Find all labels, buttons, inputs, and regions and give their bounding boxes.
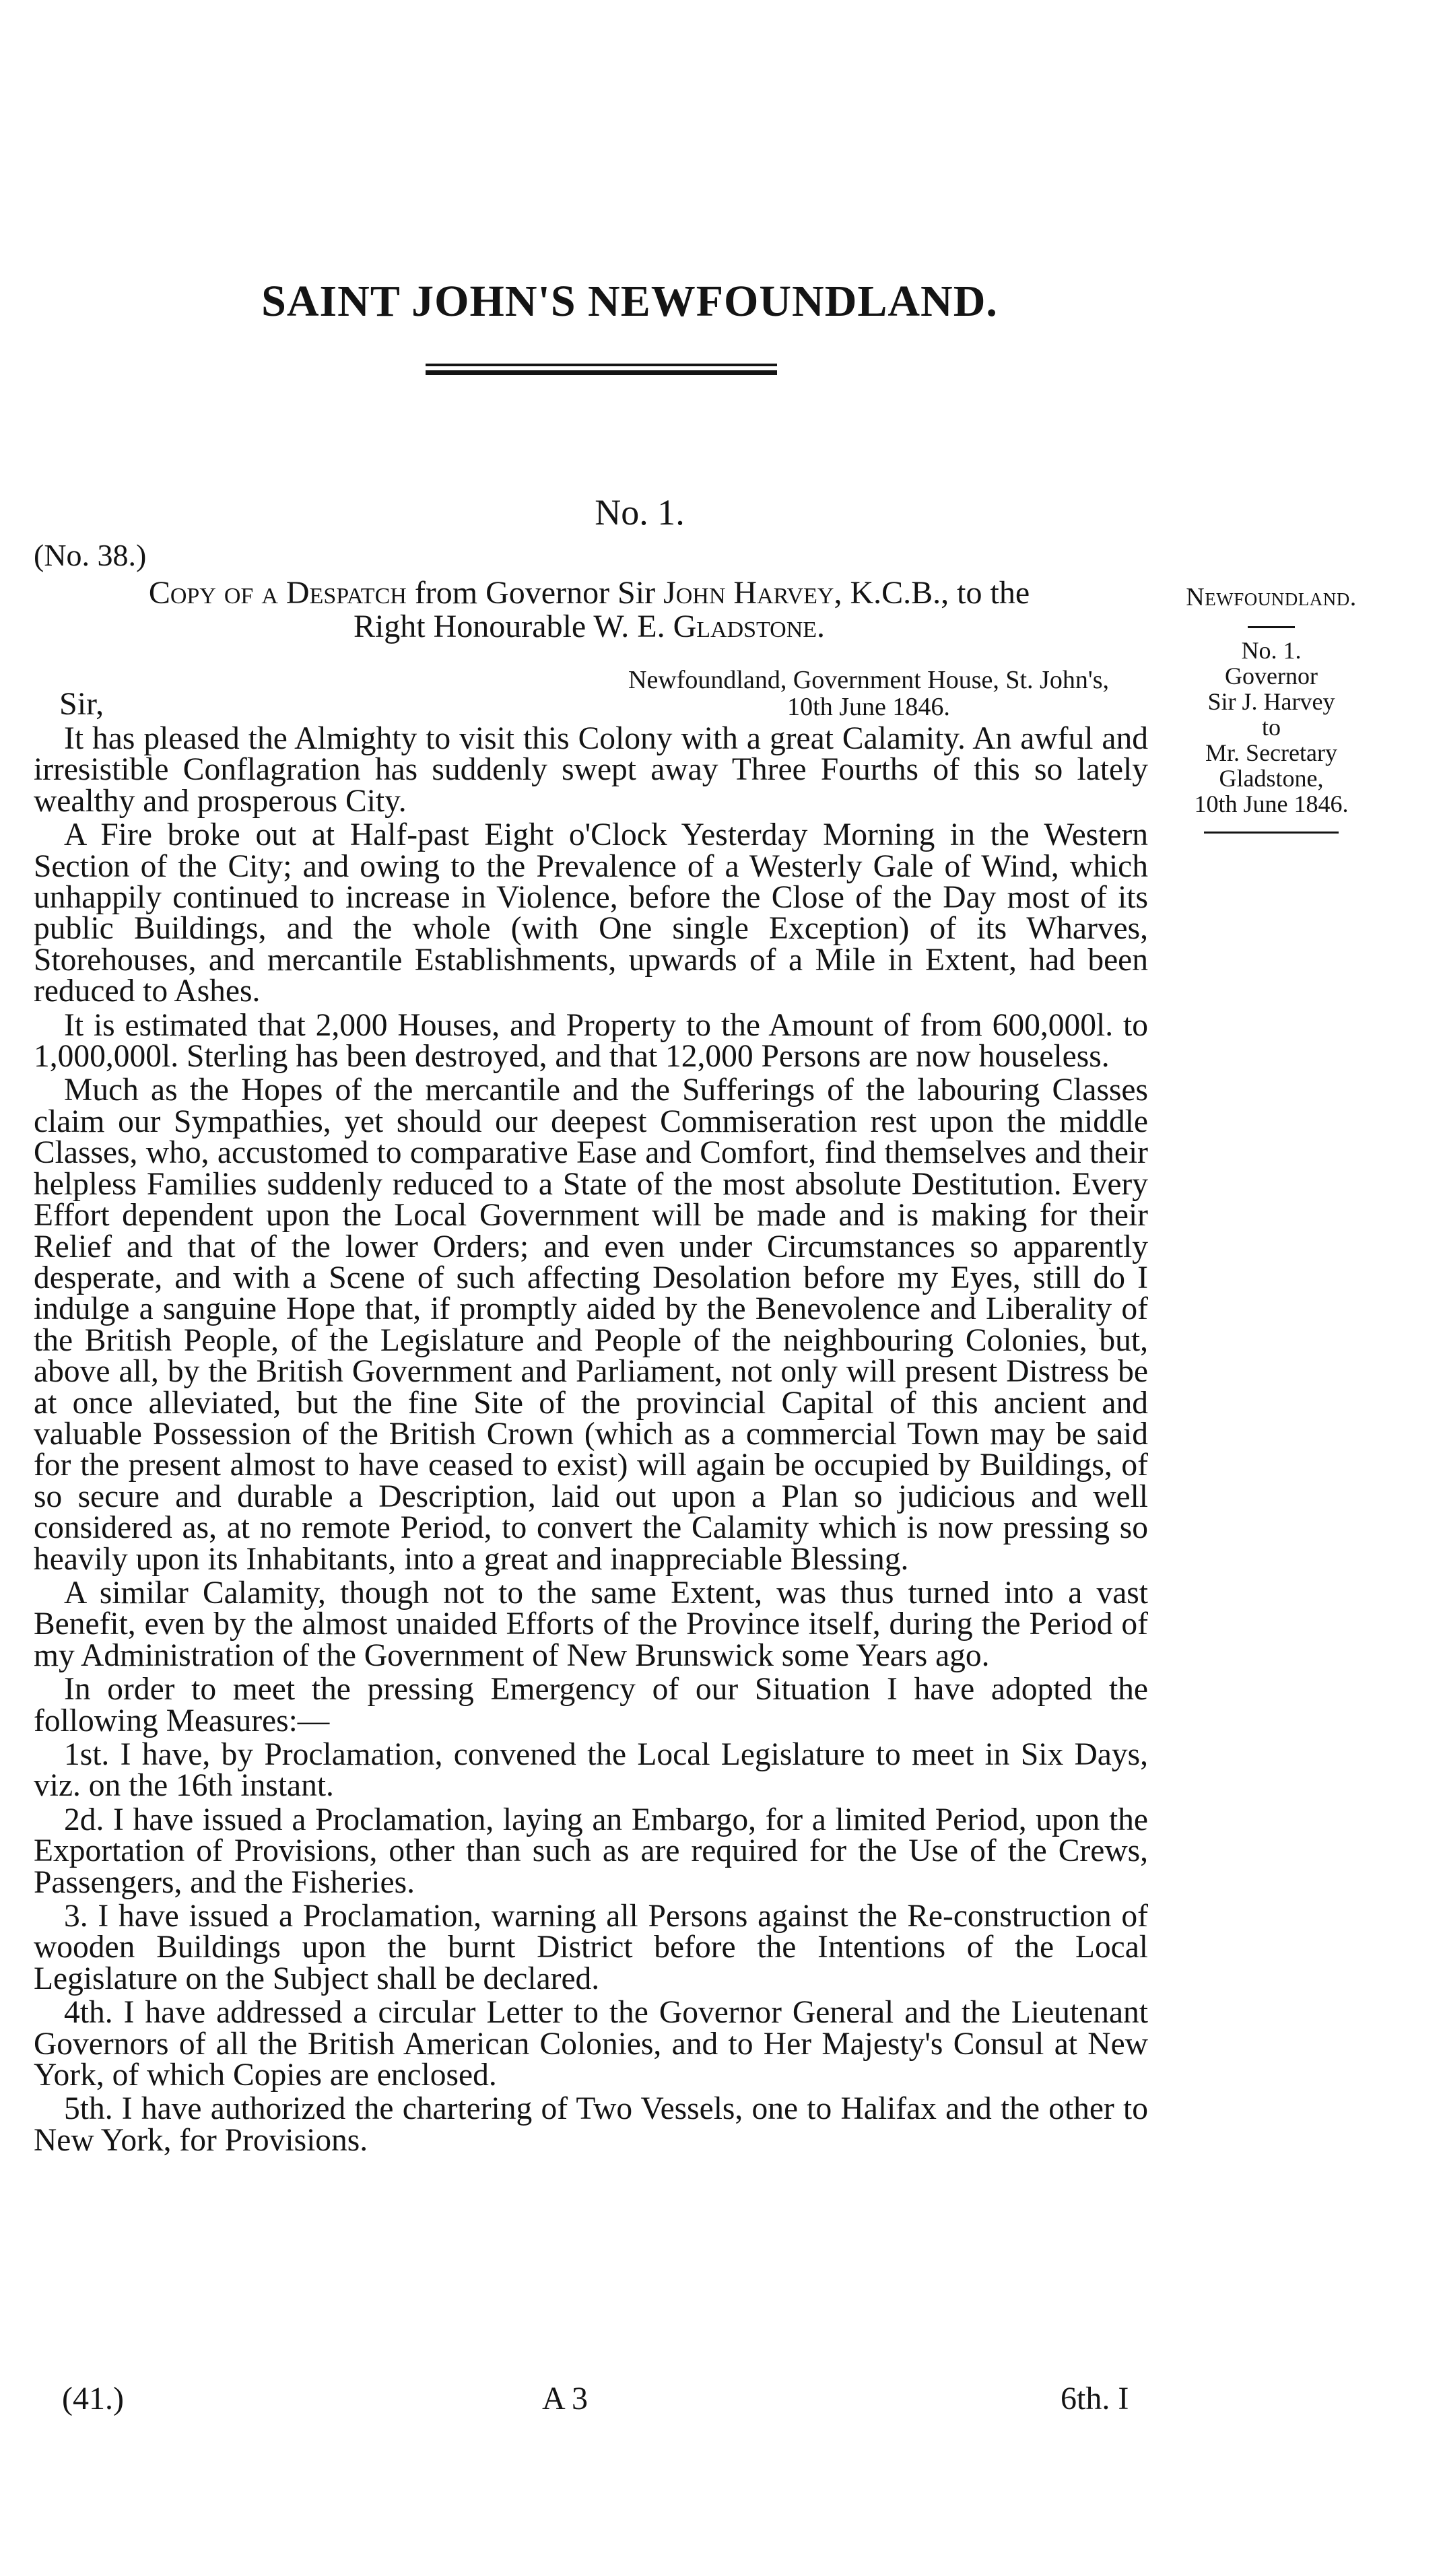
heading-despatch: Despatch bbox=[286, 575, 407, 611]
paragraph-5: A similar Calamity, though not to the same Extent, was thus turned into a vast Benefit, even by the almost unaided Efforts of the Province itself, during the Period of my Administration of the Government of New Brunswick some Years ago. bbox=[34, 1575, 1148, 1673]
heading-harvey: Harvey, bbox=[733, 575, 842, 611]
margin-note-line-3: to bbox=[1261, 714, 1281, 741]
paragraph-2: A Fire broke out at Half-past Eight o'Clock Yesterday Morning in the Western Section of the City; and owing to the Prevalence of a Westerly Gale of Wind, which unhappily continued to increase in Violence, before the Close of the Day most of its public Buildings, and the whole (with One single Exception) of its Wharves, Storehouses, and mercantile Establishments, upwards of a Mile in Extent, had been reduced to Ashes. bbox=[34, 817, 1148, 1009]
paragraph-4: Much as the Hopes of the mercantile and the Sufferings of the labouring Classes claim our Sympathies, yet should our deepest Commiseration rest upon the middle Classes, who, accustomed to comparative Ease and Comfort, find themselves and their helpless Families suddenly reduced to a State of the most absolute Destitution. Every Effort dependent upon the Local Government will be made and is making for their Relief and that of the lower Orders; and even under Circumstances so apparently desperate, and with a Scene of such affecting Desolation before my Eyes, still do I indulge a sanguine Hope that, if promptly aided by the Benevolence and Liberality of the British People, of the Legislature and People of the neighbouring Colonies, but, above all, by the British Government and Parliament, not only will present Distress be at once alleviated, but the fine Site of the provincial Capital of this ancient and valuable Possession of the British Crown (which as a commercial Town may be said for the present almost to have ceased to exist) will again be occupied by Buildings, of so secure and durable a Description, laid out upon a Plan so judicious and well considered as, at no remote Period, to convert the Calamity which is now pressing so heavily upon its Inhabitants, into a great and inappreciable Blessing. bbox=[34, 1073, 1148, 1577]
footer-catchword: 6th. I bbox=[1061, 2381, 1129, 2416]
document-number: No. 1. bbox=[595, 492, 685, 533]
title-rule-thin bbox=[426, 364, 777, 366]
margin-note-rule bbox=[1248, 626, 1295, 628]
measure-4: 4th. I have addressed a circular Letter to the Governor General and the Lieutenant Governors of all the British American Colonies, and to Her Majesty's Consul at New York, of which Copies are enclosed. bbox=[34, 1995, 1148, 2093]
margin-note-line-5: Gladstone, bbox=[1219, 765, 1324, 792]
footer-signature-mark: A 3 bbox=[542, 2381, 589, 2416]
measure-5: 5th. I have authorized the chartering of Two Vessels, one to Halifax and the other to New York, for Provisions. bbox=[34, 2091, 1148, 2158]
margin-note-line-4: Mr. Secretary bbox=[1205, 739, 1337, 766]
dateline bbox=[606, 667, 1131, 720]
heading-kcb: K.C.B., to the bbox=[850, 575, 1030, 611]
paragraph-1: It has pleased the Almighty to visit this Colony with a great Calamity. An awful and irresistible Conflagration has suddenly swept away Three Fourths of this so lately wealthy and prosperous City. bbox=[34, 721, 1148, 819]
footer-sheet-number: (41.) bbox=[62, 2381, 124, 2416]
margin-note-line-2: Sir J. Harvey bbox=[1207, 688, 1335, 715]
margin-note bbox=[1164, 584, 1379, 834]
page-title: SAINT JOHN'S NEWFOUNDLAND. bbox=[261, 277, 998, 326]
heading-gladstone: Gladstone. bbox=[673, 609, 826, 644]
measure-2: 2d. I have issued a Proclamation, laying an Embargo, for a limited Period, upon the Exportation of Provisions, other than such as are required for the Use of the Crews, Passengers, and the Fisheries. bbox=[34, 1802, 1148, 1900]
salutation: Sir, bbox=[59, 686, 104, 722]
paragraph-6: In order to meet the pressing Emergency of our Situation I have adopted the following Measures:— bbox=[34, 1672, 1148, 1738]
dateline-date: 10th June 1846. bbox=[787, 693, 950, 721]
despatch-body bbox=[34, 723, 1148, 2156]
heading-from-governor: from Governor Sir bbox=[414, 575, 656, 611]
dateline-place: Newfoundland, Government House, St. John's, bbox=[628, 666, 1109, 694]
measure-3: 3. I have issued a Proclamation, warning all Persons against the Re-construction of wooden Buildings upon the burnt District before the Intentions of the Local Legislature on the Subject shall be declared. bbox=[34, 1899, 1148, 1996]
margin-note-bottom-rule bbox=[1204, 832, 1339, 834]
heading-right-honourable: Right Honourable W. E. bbox=[353, 609, 665, 644]
margin-note-title: Newfoundland. bbox=[1186, 583, 1357, 611]
margin-note-number: No. 1. bbox=[1241, 637, 1302, 664]
heading-john: John bbox=[663, 575, 726, 611]
measure-1: 1st. I have, by Proclamation, convened the Local Legislature to meet in Six Days, viz. on the 16th instant. bbox=[34, 1737, 1148, 1804]
margin-note-line-6: 10th June 1846. bbox=[1194, 790, 1349, 817]
reference-number: (No. 38.) bbox=[34, 538, 147, 572]
margin-note-line-1: Governor bbox=[1225, 663, 1318, 689]
despatch-heading bbox=[34, 576, 1145, 644]
paragraph-3: It is estimated that 2,000 Houses, and Property to the Amount of from 600,000l. to 1,000,000l. Sterling has been destroyed, and that 12,000 Persons are now houseless. bbox=[34, 1007, 1148, 1075]
heading-copy-of-a: Copy of a bbox=[148, 575, 278, 611]
title-rule-thick bbox=[426, 370, 777, 375]
